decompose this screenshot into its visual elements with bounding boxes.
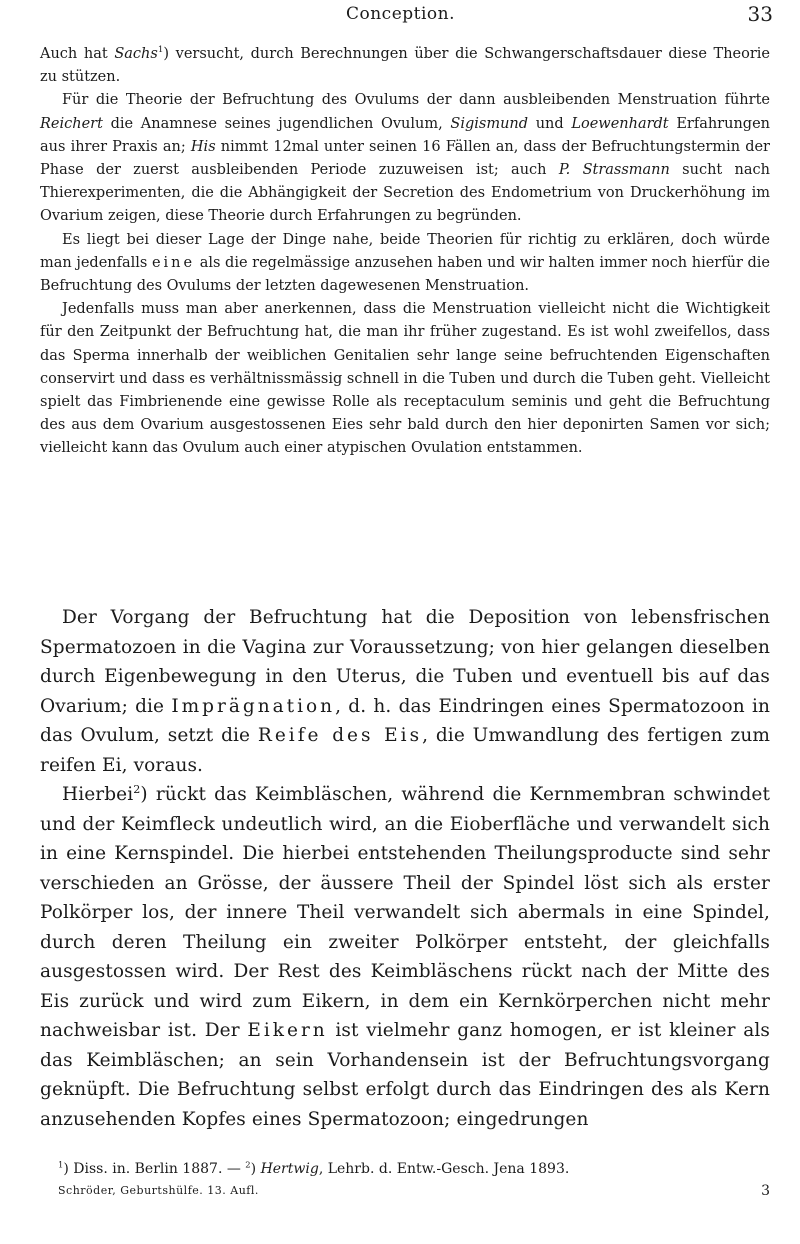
author-name: Hertwig	[260, 1161, 319, 1177]
text-run: Es liegt bei dieser Lage der Dinge nahe, beide Theorien für richtig zu erklären, doch würde man jedenfalls	[40, 231, 770, 271]
text-run: und	[528, 115, 572, 132]
text-run: sucht nach Thierexperimenten, die die Abhängigkeit der Secretion des Endometrium von Druckerhöhung im Ovarium zeigen, diese Theorie durch Erfahrungen zu begründen.	[40, 162, 770, 225]
author-name: His	[190, 138, 216, 155]
paragraph	[40, 780, 770, 1134]
text-run: nimmt 12mal unter seinen 16 Fällen an, dass der Befruchtungstermin der Phase der zuerst ausbleibenden Periode zuzuweisen ist; auch	[40, 138, 770, 179]
text-run: , d. h. das Eindringen eines Spermatozoon in das Ovulum, setzt die	[40, 695, 770, 746]
text-run: Jedenfalls muss man aber anerkennen, dass die Menstruation vielleicht nicht die Wichtigkeit für den Zeitpunkt der Befruchtung hat, die man ihr früher zugestand. Es ist wohl zweifellos, dass das Sperma innerhalb der weiblichen Genitalien sehr lange seine befruchtenden Eigenschaften conservirt und dass es verhältnissmässig schnell in die Tuben und durch die Tuben geht. Vielleicht spielt das Fimbrienende eine gewisse Rolle als receptaculum seminis und geht die Befruchtung des aus dem Ovarium ausgestossenen Eies sehr bald durch den hier deponirten Samen vor sich; vielleicht kann das Ovulum auch einer atypischen Ovulation entstammen.	[40, 301, 770, 457]
running-head: Conception.	[345, 4, 455, 24]
text-run: )	[250, 1161, 261, 1177]
imprint-row	[58, 1180, 770, 1202]
body-text-small	[40, 43, 770, 461]
text-run: Der Vorgang der Befruchtung hat die Deposition von lebensfrischen Spermatozoen in die Vagina zur Voraussetzung; von hier gelangen dieselben durch Eigenbewegung in den Uterus, die Tuben und eventuell bis auf das Ovarium; die	[40, 607, 770, 717]
footnote-ref: 2	[245, 1159, 251, 1170]
emphasis-spaced: Imprägnation	[171, 695, 336, 717]
footnote-ref: 1	[157, 45, 164, 56]
text-run: Für die Theorie der Befruchtung des Ovulums der dann ausbleibenden Menstruation führte	[62, 92, 770, 109]
page-header	[28, 2, 773, 28]
author-name: Sachs	[114, 46, 158, 62]
text-run: ) versucht, durch Berechnungen über die Schwangerschaftsdauer diese Theorie zu stützen.	[40, 46, 770, 86]
emphasis-spaced: eine	[151, 254, 196, 271]
printer-imprint: Schröder, Geburtshülfe. 13. Aufl.	[58, 1184, 259, 1197]
text-run: ) Diss. in. Berlin 1887. —	[63, 1161, 246, 1177]
paragraph	[40, 298, 770, 460]
emphasis-spaced: Reife des Eis	[257, 725, 423, 746]
emphasis-spaced: Eikern	[247, 1020, 328, 1041]
paragraph	[40, 229, 770, 299]
author-name: P. Strassmann	[558, 162, 670, 179]
text-run: als die regelmässige anzusehen haben und wir halten immer noch hierfür die Befruchtung des Ovulums der letzten dagewesenen Menstruation.	[40, 254, 770, 295]
text-run: Erfahrungen aus ihrer Praxis an;	[40, 115, 770, 155]
text-run: Hierbei	[62, 784, 134, 805]
footnote-ref: 1	[58, 1159, 64, 1170]
paragraph	[40, 603, 770, 780]
text-run: ist vielmehr ganz homogen, er ist kleiner als das Keimbläschen; an sein Vorhandensein ist der Befruchtungsvorgang geknüpft. Die Befruchtung selbst erfolgt durch das Eindringen des als Kern anzusehenden Kopfes eines Spermatozoon; eingedrungen	[40, 1020, 770, 1130]
signature-mark: 3	[761, 1183, 770, 1199]
footnotes	[58, 1158, 770, 1202]
body-text-large	[40, 603, 770, 1134]
text-run: , die Umwandlung des fertigen zum reifen Ei, voraus.	[40, 725, 770, 776]
author-name: Reichert	[40, 115, 103, 132]
author-name: Loewenhardt	[571, 115, 669, 132]
footnote-ref: 2	[133, 782, 141, 796]
text-run: die Anamnese seines jugendlichen Ovulum,	[102, 115, 451, 132]
footnote-line	[58, 1158, 770, 1180]
paragraph	[40, 43, 770, 89]
page-number: 33	[747, 2, 773, 26]
text-run: , Lehrb. d. Entw.-Gesch. Jena 1893.	[318, 1161, 570, 1177]
paragraph	[40, 89, 770, 228]
author-name: Sigismund	[450, 115, 529, 132]
text-run: ) rückt das Keimbläschen, während die Kernmembran schwindet und der Keimfleck undeutlich wird, an die Eioberfläche und verwandelt sich in eine Kernspindel. Die hierbei entstehenden Theilungsproducte sind sehr verschieden an Grösse, der äussere Theil der Spindel löst sich als erster Polkörper los, der innere Theil verwandelt sich abermals in eine Spindel, durch deren Theilung ein zweiter Polkörper entsteht, der gleichfalls ausgestossen wird. Der Rest des Keimbläschens rückt nach der Mitte des Eis zurück und wird zum Eikern, in dem ein Kernkörperchen nicht mehr nachweisbar ist. Der	[40, 784, 770, 1041]
text-run: Auch hat	[40, 46, 115, 62]
